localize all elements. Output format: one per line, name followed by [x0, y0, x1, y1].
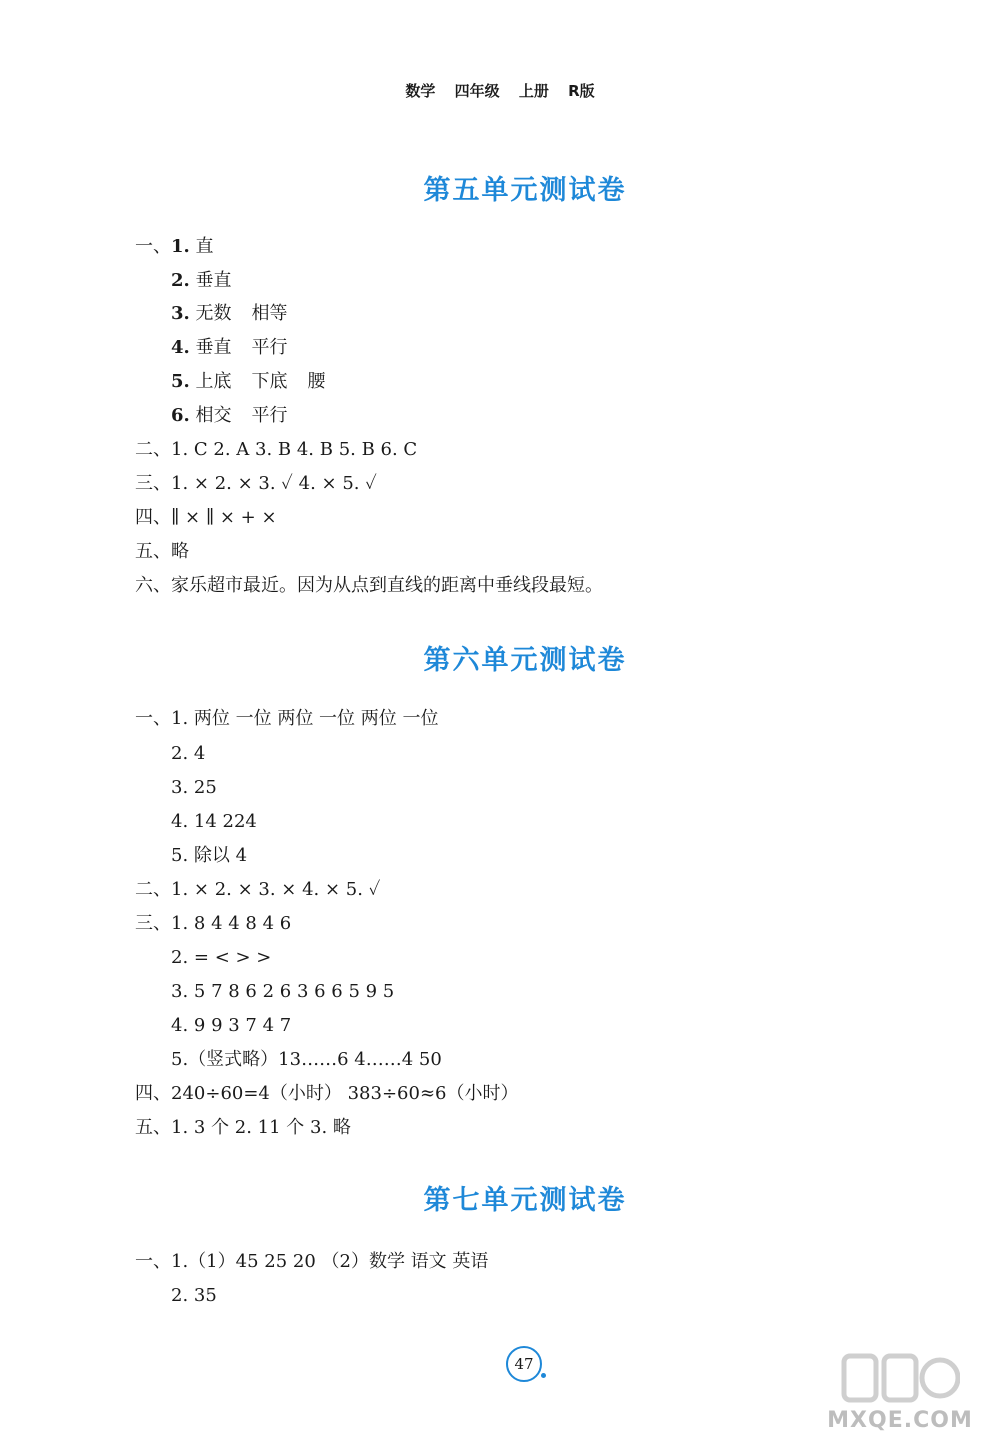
- answer-line: 3. 25: [171, 777, 217, 798]
- answer-line: 六、家乐超市最近。因为从点到直线的距离中垂线段最短。: [135, 575, 603, 596]
- answer-line: 三、1. 8 4 4 8 4 6: [135, 913, 292, 934]
- header-term: 上册: [518, 82, 549, 100]
- page-header: [0, 80, 1000, 101]
- unit7-title: 第七单元测试卷: [423, 1185, 627, 1216]
- answer-line: 5. 上底 下底 腰: [171, 371, 326, 392]
- answer-line: 一、1. 直: [135, 236, 214, 257]
- answer-line: 2. 35: [171, 1285, 217, 1306]
- answer-line: 4. 9 9 3 7 4 7: [171, 1015, 292, 1036]
- unit5-title: 第五单元测试卷: [423, 175, 627, 206]
- watermark-logo-icon: [840, 1350, 960, 1406]
- answer-line: 二、1. × 2. × 3. × 4. × 5. ✓: [135, 879, 381, 900]
- answer-line: 一、1. 两位 一位 两位 一位 两位 一位: [135, 708, 439, 729]
- header-edition: R版: [568, 82, 595, 100]
- answer-line: 一、1.（1）45 25 20 （2）数学 语文 英语: [135, 1251, 489, 1272]
- watermark: [800, 1350, 1000, 1441]
- page-number: 47: [506, 1346, 542, 1382]
- answer-line: 6. 相交 平行: [171, 405, 288, 426]
- answer-line: 2. 4: [171, 743, 206, 764]
- answer-line: 3. 5 7 8 6 2 6 3 6 6 5 9 5: [171, 981, 395, 1002]
- answer-line: 5.（竖式略）13……6 4……4 50: [171, 1049, 442, 1070]
- unit6-title: 第六单元测试卷: [423, 645, 627, 676]
- answer-line: 4. 垂直 平行: [171, 337, 288, 358]
- answer-line: 四、∥ × ∥ × + ×: [135, 507, 277, 528]
- answer-line: 3. 无数 相等: [171, 303, 288, 324]
- answer-line: 5. 除以 4: [171, 845, 248, 866]
- answer-line: 五、1. 3 个 2. 11 个 3. 略: [135, 1117, 351, 1138]
- answer-line: 三、1. × 2. × 3. ✓ 4. × 5. ✓: [135, 473, 377, 494]
- answer-line: 四、240÷60=4（小时） 383÷60≈6（小时）: [135, 1083, 519, 1104]
- answer-line: 2. 垂直: [171, 270, 232, 291]
- header-grade: 四年级: [454, 82, 500, 100]
- header-subject: 数学: [405, 82, 436, 100]
- answer-line: 五、略: [135, 541, 189, 562]
- watermark-text: MXQE.COM: [827, 1408, 973, 1433]
- answer-line: 二、1. C 2. A 3. B 4. B 5. B 6. C: [135, 439, 418, 460]
- answer-line: 2. = < > >: [171, 947, 272, 968]
- answer-line: 4. 14 224: [171, 811, 257, 832]
